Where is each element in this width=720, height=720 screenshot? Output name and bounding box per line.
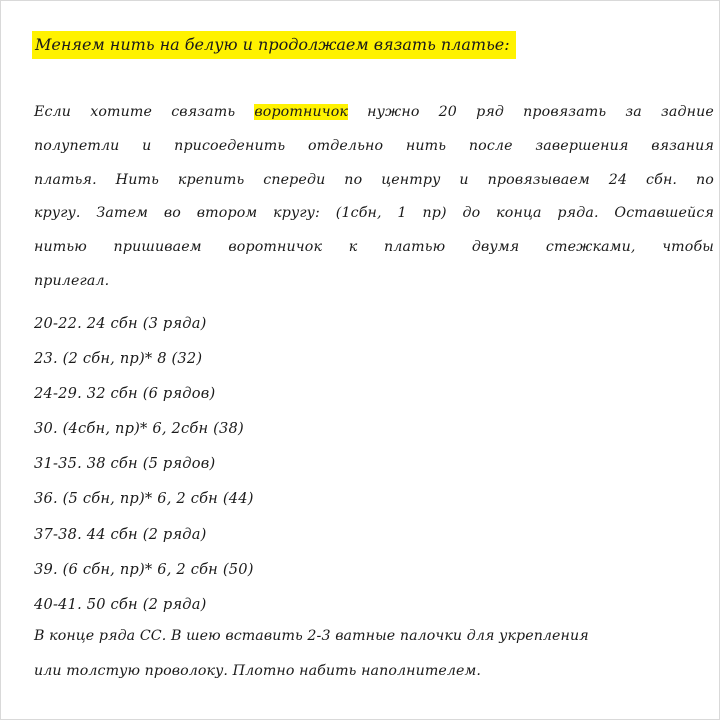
pattern-row: 37-38. 44 сбн (2 ряда) [34, 525, 207, 543]
paragraph-text: Если хотите связать [34, 104, 236, 120]
paragraph-line: кругу. Затем во втором кругу: (1сбн, 1 пр) до конца ряда. Оставшейся [34, 205, 714, 222]
final-line: В конце ряда СС. В шею вставить 2-3 ватные палочки для укрепления [34, 628, 589, 644]
paragraph-line [34, 96, 714, 130]
final-line: или толстую проволоку. Плотно набить наполнителем. [34, 663, 481, 679]
pattern-row: 40-41. 50 сбн (2 ряда) [34, 595, 207, 613]
section-heading: Меняем нить на белую и продолжаем вязать платье: [32, 31, 516, 59]
paragraph-text: нужно 20 ряд провязать за задние [367, 104, 714, 120]
paragraph-line: платья. Нить крепить спереди по центру и провязываем 24 сбн. по [34, 171, 714, 188]
paragraph-line: полупетли и присоеденить отдельно нить после завершения вязания [34, 137, 714, 154]
final-instructions [34, 619, 706, 689]
pattern-row: 36. (5 сбн, пр)* 6, 2 сбн (44) [34, 490, 254, 508]
pattern-row: 30. (4сбн, пр)* 6, 2сбн (38) [34, 420, 244, 438]
pattern-row: 23. (2 сбн, пр)* 8 (32) [34, 350, 203, 368]
pattern-row: 24-29. 32 сбн (6 рядов) [34, 385, 216, 403]
paragraph-line: нитью пришиваем воротничок к платью двумя стежками, чтобы [34, 239, 714, 256]
collar-instructions [34, 96, 714, 299]
pattern-row: 31-35. 38 сбн (5 рядов) [34, 455, 216, 473]
highlighted-word: воротничок [254, 104, 349, 120]
row-list [34, 306, 714, 622]
pattern-row: 20-22. 24 сбн (3 ряда) [34, 315, 207, 332]
pattern-row: 39. (6 сбн, пр)* 6, 2 сбн (50) [34, 560, 254, 578]
paragraph-line: прилегал. [34, 272, 110, 289]
